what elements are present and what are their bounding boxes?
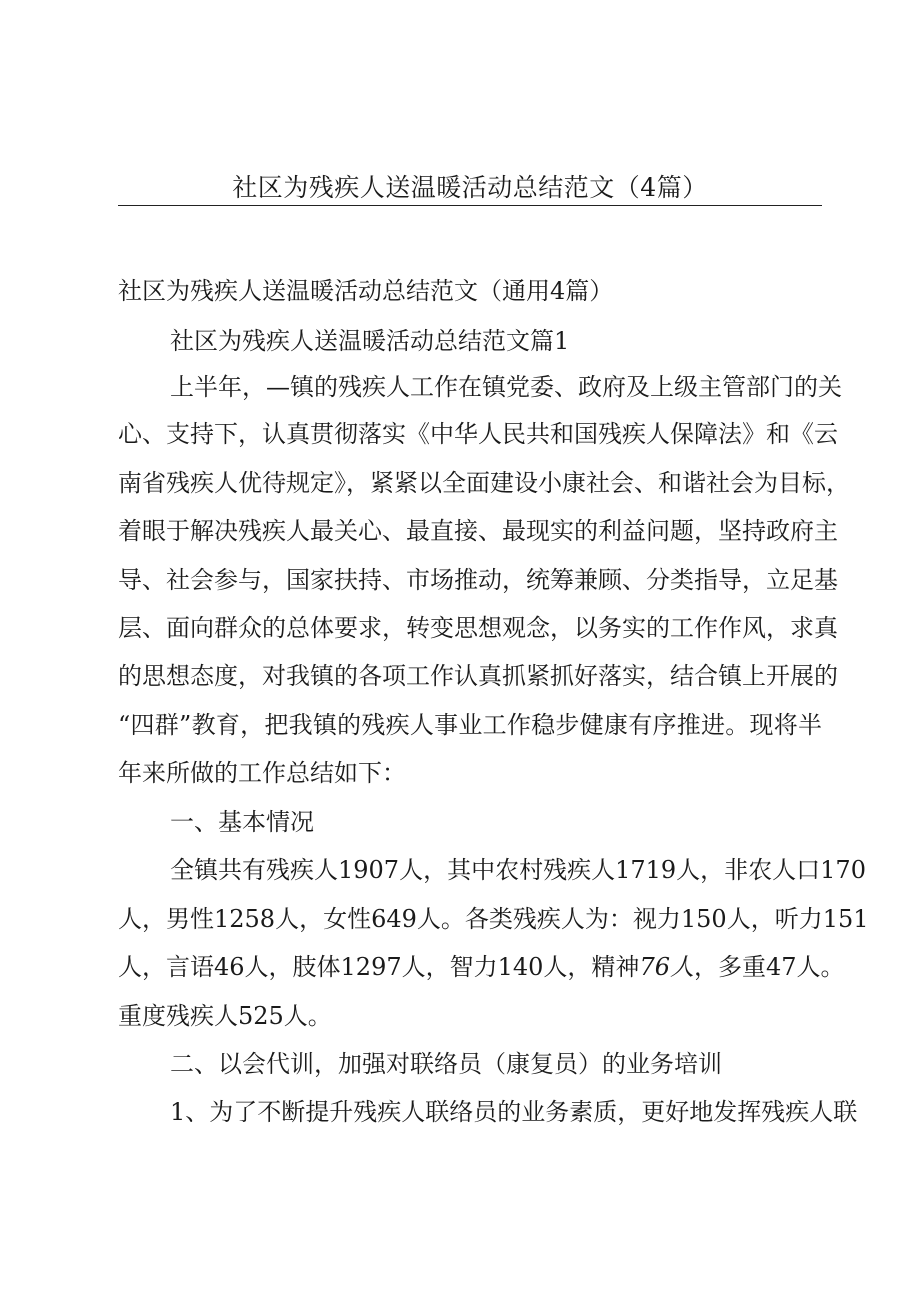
text-segment: 人，言语46人，肢体1297人，智力140人，精神 xyxy=(118,953,640,981)
paragraph-line: 1、为了不断提升残疾人联络员的业务素质，更好地发挥残疾人联 xyxy=(170,1098,858,1126)
paragraph-line: 导、社会参与，国家扶持、市场推动，统筹兼顾、分类指导，立足基 xyxy=(118,566,838,594)
paragraph-line: 全镇共有残疾人1907人，其中农村残疾人1719人，非农人口170 xyxy=(170,856,866,884)
article-heading: 社区为残疾人送温暖活动总结范文篇1 xyxy=(170,327,570,355)
paragraph-line: 年来所做的工作总结如下： xyxy=(118,759,406,787)
paragraph-line: 上半年，—镇的残疾人工作在镇党委、政府及上级主管部门的关 xyxy=(170,373,842,401)
paragraph-line: 着眼于解决残疾人最关心、最直接、最现实的利益问题，坚持政府主 xyxy=(118,517,838,545)
document-title: 社区为残疾人送温暖活动总结范文（4篇） xyxy=(232,173,708,202)
title-underline xyxy=(118,205,822,206)
document-subtitle: 社区为残疾人送温暖活动总结范文（通用4篇） xyxy=(118,277,614,305)
paragraph-line: 人，男性1258人，女性649人。各类残疾人为：视力150人，听力151 xyxy=(118,905,869,933)
paragraph-line xyxy=(118,952,845,982)
paragraph-line: 心、支持下，认真贯彻落实《中华人民共和国残疾人保障法》和《云 xyxy=(118,420,838,448)
text-segment: ，多重47人。 xyxy=(693,953,845,981)
section-heading-training: 二、以会代训，加强对联络员（康复员）的业务培训 xyxy=(170,1050,722,1078)
italic-text-segment: 76人 xyxy=(639,953,694,981)
section-heading-basic-info: 一、基本情况 xyxy=(170,808,314,836)
paragraph-line: 层、面向群众的总体要求，转变思想观念，以务实的工作作风，求真 xyxy=(118,614,838,642)
paragraph-line: 重度残疾人525人。 xyxy=(118,1002,332,1030)
paragraph-line: 南省残疾人优待规定》，紧紧以全面建设小康社会、和谐社会为目标， xyxy=(118,469,850,497)
paragraph-line: 的思想态度，对我镇的各项工作认真抓紧抓好落实，结合镇上开展的 xyxy=(118,662,838,690)
paragraph-line: “四群”教育，把我镇的残疾人事业工作稳步健康有序推进。现将半 xyxy=(118,711,822,739)
